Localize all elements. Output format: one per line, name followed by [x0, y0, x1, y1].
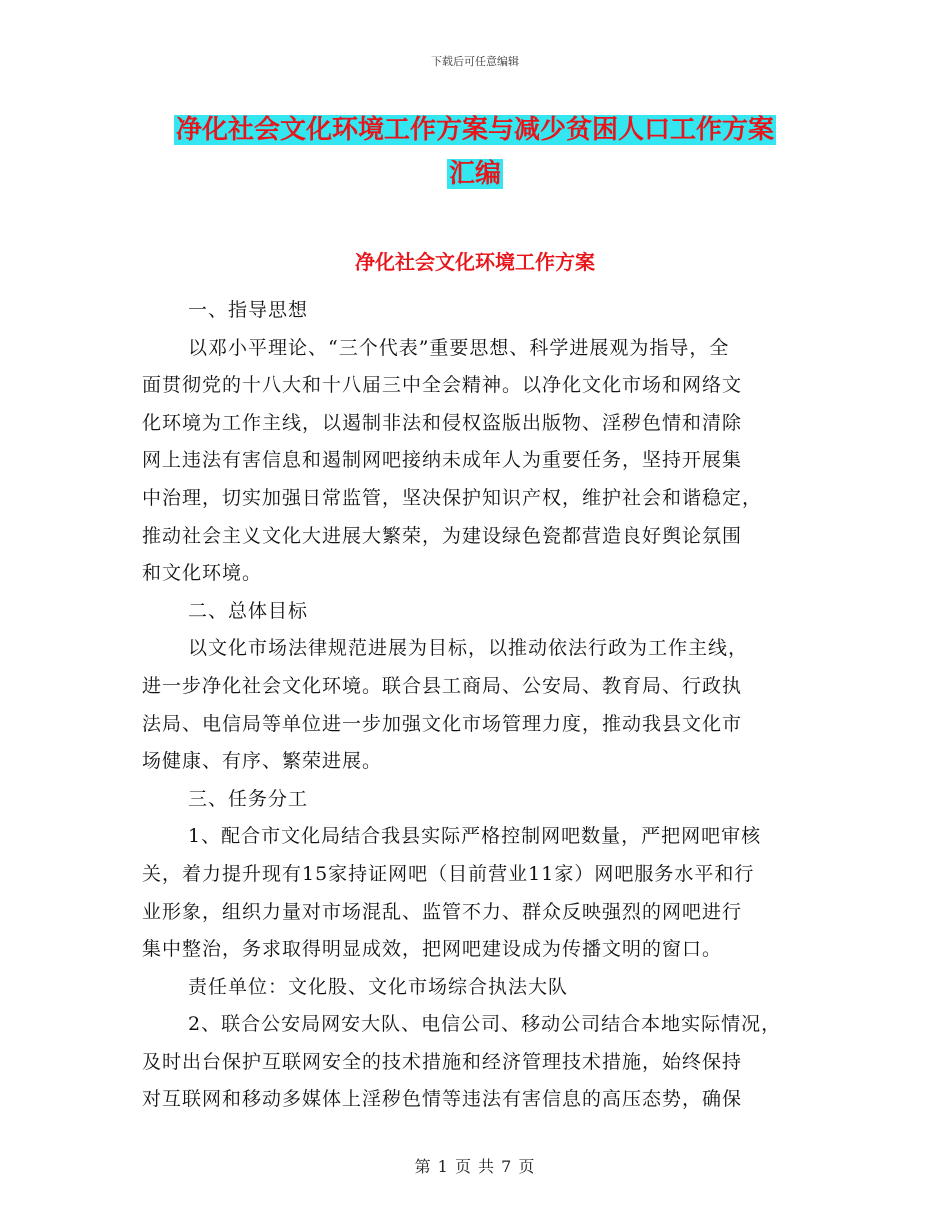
body-line: 2、联合公安局网安大队、电信公司、移动公司结合本地实际情况， [188, 1013, 782, 1036]
responsible-unit-line: 责任单位：文化股、文化市场综合执法大队 [188, 975, 569, 998]
body-line: 以文化市场法律规范进展为目标，以推动依法行政为工作主线， [188, 637, 749, 660]
heading-task-division: 三、任务分工 [188, 787, 309, 810]
document-title [0, 108, 950, 196]
body-line: 集中整治，务求取得明显成效，把网吧建设成为传播文明的窗口。 [142, 938, 723, 961]
heading-guiding-ideology: 一、指导思想 [188, 299, 309, 321]
heading-overall-goal: 二、总体目标 [188, 599, 309, 622]
body-line: 和文化环境。 [142, 562, 263, 585]
page-footer: 第 1 页 共 7 页 [414, 1157, 536, 1176]
document-body [142, 292, 822, 1119]
header-note: 下载后可任意编辑 [431, 55, 519, 68]
body-line: 法局、电信局等单位进一步加强文化市场管理力度，推动我县文化市 [142, 712, 743, 735]
body-line: 面贯彻党的十八大和十八届三中全会精神。以净化文化市场和网络文 [142, 374, 743, 397]
body-line: 业形象，组织力量对市场混乱、监管不力、群众反映强烈的网吧进行 [142, 900, 743, 923]
body-line: 以邓小平理论、“三个代表”重要思想、科学进展观为指导，全 [188, 336, 730, 359]
body-line: 1、配合市文化局结合我县实际严格控制网吧数量，严把网吧审核 [188, 825, 762, 848]
body-line: 推动社会主义文化大进展大繁荣，为建设绿色瓷都营造良好舆论氛围 [142, 524, 743, 547]
body-line: 及时出台保护互联网安全的技术措施和经济管理技术措施，始终保持 [142, 1050, 743, 1073]
title-line-2: 汇编 [448, 159, 501, 189]
body-line: 场健康、有序、繁荣进展。 [142, 750, 383, 773]
body-line: 化环境为工作主线，以遏制非法和侵权盗版出版物、淫秽色情和清除 [142, 411, 743, 434]
title-line-1: 净化社会文化环境工作方案与减少贫困人口工作方案 [175, 115, 774, 145]
body-line: 对互联网和移动多媒体上淫秽色情等违法有害信息的高压态势，确保 [142, 1088, 743, 1111]
body-line: 关，着力提升现有15家持证网吧（目前营业11家）网吧服务水平和行 [142, 862, 755, 885]
section-title: 净化社会文化环境工作方案 [355, 250, 595, 274]
body-line: 中治理，切实加强日常监管，坚决保护知识产权，维护社会和谐稳定， [142, 486, 763, 509]
body-line: 网上违法有害信息和遏制网吧接纳未成年人为重要任务，坚持开展集 [142, 449, 743, 472]
body-line: 进一步净化社会文化环境。联合县工商局、公安局、教育局、行政执 [142, 674, 743, 697]
